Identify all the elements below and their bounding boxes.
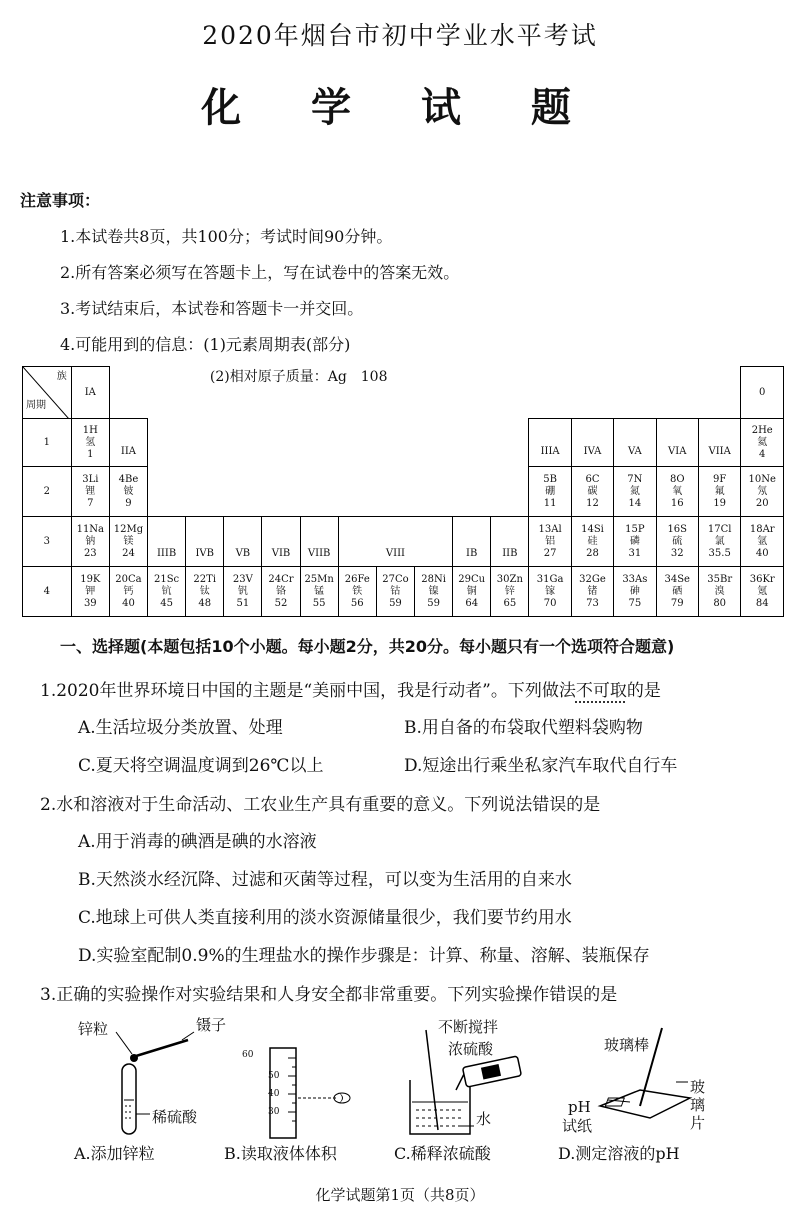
element-cell: 14Si 硅 28 bbox=[571, 517, 613, 567]
q1-option-b[interactable]: B.用自备的布袋取代塑料袋购物 bbox=[404, 718, 643, 738]
test-tube bbox=[122, 1064, 136, 1134]
element-cell: 25Mn 锰 55 bbox=[300, 567, 338, 617]
element-cell: 24Cr 铬 52 bbox=[262, 567, 300, 617]
tick-50: 50 bbox=[268, 1071, 280, 1081]
q3-option-b[interactable]: B.读取液体体积 bbox=[224, 1144, 337, 1163]
element-cell: 2He 氦 4 bbox=[741, 419, 784, 467]
notice-heading: 注意事项： bbox=[20, 191, 101, 210]
label-ph: pH bbox=[568, 1098, 591, 1116]
section-heading: 一、选择题(本题包括10个小题。每小题2分，共20分。每小题只有一个选项符合题意) bbox=[60, 637, 675, 656]
label-test-paper: 试纸 bbox=[562, 1117, 593, 1135]
period-label-1: 1 bbox=[23, 419, 72, 467]
group-header-IB: IB bbox=[453, 517, 491, 567]
element-cell: 11Na 钠 23 bbox=[71, 517, 109, 567]
label-zinc: 锌粒 bbox=[78, 1020, 109, 1038]
element-cell: 20Ca 钙 40 bbox=[109, 567, 147, 617]
label-glass-3: 片 bbox=[690, 1114, 706, 1132]
element-cell: 7N 氮 14 bbox=[614, 467, 656, 517]
group-header-VIA: VIA bbox=[656, 419, 698, 467]
element-cell: 10Ne 氖 20 bbox=[741, 467, 784, 517]
q2-option-a[interactable]: A.用于消毒的碘酒是碘的水溶液 bbox=[78, 832, 317, 852]
label-glass-1: 玻 bbox=[690, 1078, 706, 1096]
group-header-VIB: VIB bbox=[262, 517, 300, 567]
q2-option-c[interactable]: C.地球上可供人类直接利用的淡水资源储量很少，我们要节约用水 bbox=[78, 908, 572, 928]
group-header-IIIB: IIIB bbox=[148, 517, 186, 567]
element-cell: 13Al 铝 27 bbox=[529, 517, 571, 567]
corner-group-label: 族 bbox=[56, 371, 67, 382]
periodic-table bbox=[22, 366, 784, 617]
q3-option-a[interactable]: A.添加锌粒 bbox=[74, 1144, 155, 1163]
notice-item-4: 4.可能用到的信息：(1)元素周期表(部分) bbox=[60, 335, 351, 354]
element-cell: 27Co 钴 59 bbox=[376, 567, 414, 617]
element-cell: 30Zn 锌 65 bbox=[491, 567, 529, 617]
tick-30: 30 bbox=[268, 1107, 280, 1117]
label-tweezers: 镊子 bbox=[196, 1016, 227, 1034]
element-cell: 4Be 铍 9 bbox=[109, 467, 147, 517]
label-stir: 不断搅拌 bbox=[438, 1018, 499, 1036]
group-header-IIIA: IIIA bbox=[529, 419, 571, 467]
group-header-IVA: IVA bbox=[571, 419, 613, 467]
q2-option-d[interactable]: D.实验室配制0.9%的生理盐水的操作步骤是：计算、称量、溶解、装瓶保存 bbox=[78, 946, 650, 966]
tweezers bbox=[136, 1040, 188, 1056]
group-header-VIIA: VIIA bbox=[698, 419, 741, 467]
element-cell: 18Ar 氩 40 bbox=[741, 517, 784, 567]
element-cell: 28Ni 镍 59 bbox=[415, 567, 453, 617]
element-cell: 35Br 溴 80 bbox=[698, 567, 741, 617]
question-2-stem: 2.水和溶液对于生命活动、工农业生产具有重要的意义。下列说法错误的是 bbox=[40, 795, 601, 815]
corner-period-label: 周期 bbox=[26, 400, 46, 411]
element-cell: 1H 氢 1 bbox=[71, 419, 109, 467]
element-cell: 16S 硫 32 bbox=[656, 517, 698, 567]
group-header-VB: VB bbox=[224, 517, 262, 567]
period-label-4: 4 bbox=[23, 567, 72, 617]
element-cell: 6C 碳 12 bbox=[571, 467, 613, 517]
q3-option-d[interactable]: D.测定溶液的pH bbox=[558, 1144, 680, 1163]
label-conc-acid: 浓硫酸 bbox=[448, 1040, 494, 1058]
notice-item-3: 3.考试结束后，本试卷和答题卡一并交回。 bbox=[60, 299, 364, 318]
q3-option-c[interactable]: C.稀释浓硫酸 bbox=[394, 1144, 491, 1163]
element-cell: 5B 硼 11 bbox=[529, 467, 571, 517]
notice-item-2: 2.所有答案必须写在答题卡上，写在试卷中的答案无效。 bbox=[60, 263, 460, 282]
stir-rod bbox=[426, 1030, 438, 1130]
element-cell: 36Kr 氪 84 bbox=[741, 567, 784, 617]
label-water: 水 bbox=[476, 1110, 492, 1128]
exam-title: 2020年烟台市初中学业水平考试 bbox=[202, 21, 598, 50]
tick-60: 60 bbox=[242, 1050, 254, 1060]
period-label-2: 2 bbox=[23, 467, 72, 517]
table-corner bbox=[23, 367, 72, 419]
tick-40: 40 bbox=[268, 1089, 280, 1099]
element-cell: 15P 磷 31 bbox=[614, 517, 656, 567]
glass-plate bbox=[600, 1090, 690, 1118]
question-3-stem: 3.正确的实验操作对实验结果和人身安全都非常重要。下列实验操作错误的是 bbox=[40, 985, 618, 1005]
group-header-0: 0 bbox=[741, 367, 784, 419]
element-cell: 3Li 锂 7 bbox=[71, 467, 109, 517]
q1-option-d[interactable]: D.短途出行乘坐私家汽车取代自行车 bbox=[404, 756, 678, 776]
subject-title: 化 学 试 题 bbox=[201, 84, 599, 131]
q2-option-b[interactable]: B.天然淡水经沉降、过滤和灭菌等过程，可以变为生活用的自来水 bbox=[78, 870, 572, 890]
group-header-IA: IA bbox=[71, 367, 109, 419]
element-cell: 12Mg 镁 24 bbox=[109, 517, 147, 567]
element-cell: 32Ge 锗 73 bbox=[571, 567, 613, 617]
group-header-VIIB: VIIB bbox=[300, 517, 338, 567]
element-cell: 33As 砷 75 bbox=[614, 567, 656, 617]
element-cell: 31Ga 镓 70 bbox=[529, 567, 571, 617]
question-1-stem: 1.2020年世界环境日中国的主题是“美丽中国，我是行动者”。下列做法不可取的是 bbox=[40, 681, 661, 701]
element-cell: 26Fe 铁 56 bbox=[338, 567, 376, 617]
q1-option-c[interactable]: C.夏天将空调温度调到26℃以上 bbox=[78, 756, 324, 776]
zinc-granule bbox=[130, 1054, 138, 1062]
group-header-IIB: IIB bbox=[491, 517, 529, 567]
period-label-3: 3 bbox=[23, 517, 72, 567]
label-glass-rod: 玻璃棒 bbox=[604, 1036, 650, 1054]
group-header-VIII: VIII bbox=[338, 517, 452, 567]
notice-item-1: 1.本试卷共8页，共100分；考试时间90分钟。 bbox=[60, 227, 393, 246]
group-header-IVB: IVB bbox=[186, 517, 224, 567]
label-glass-2: 璃 bbox=[690, 1096, 706, 1114]
label-dilute-acid: 稀硫酸 bbox=[152, 1108, 198, 1126]
element-cell: 9F 氟 19 bbox=[698, 467, 741, 517]
q1-option-a[interactable]: A.生活垃圾分类放置、处理 bbox=[78, 718, 283, 738]
element-cell: 22Ti 钛 48 bbox=[186, 567, 224, 617]
page-footer: 化学试题第1页（共8页） bbox=[315, 1186, 485, 1204]
emphasis-text: 不可取 bbox=[575, 681, 627, 701]
group-header-IIA: IIA bbox=[109, 419, 147, 467]
element-cell: 19K 钾 39 bbox=[71, 567, 109, 617]
element-cell: 29Cu 铜 64 bbox=[453, 567, 491, 617]
element-cell: 17Cl 氯 35.5 bbox=[698, 517, 741, 567]
element-cell: 21Sc 钪 45 bbox=[148, 567, 186, 617]
element-cell: 34Se 硒 79 bbox=[656, 567, 698, 617]
group-header-VA: VA bbox=[614, 419, 656, 467]
atomic-mass-note: (2)相对原子质量：Ag 108 bbox=[209, 368, 388, 385]
element-cell: 8O 氧 16 bbox=[656, 467, 698, 517]
element-cell: 23V 钒 51 bbox=[224, 567, 262, 617]
